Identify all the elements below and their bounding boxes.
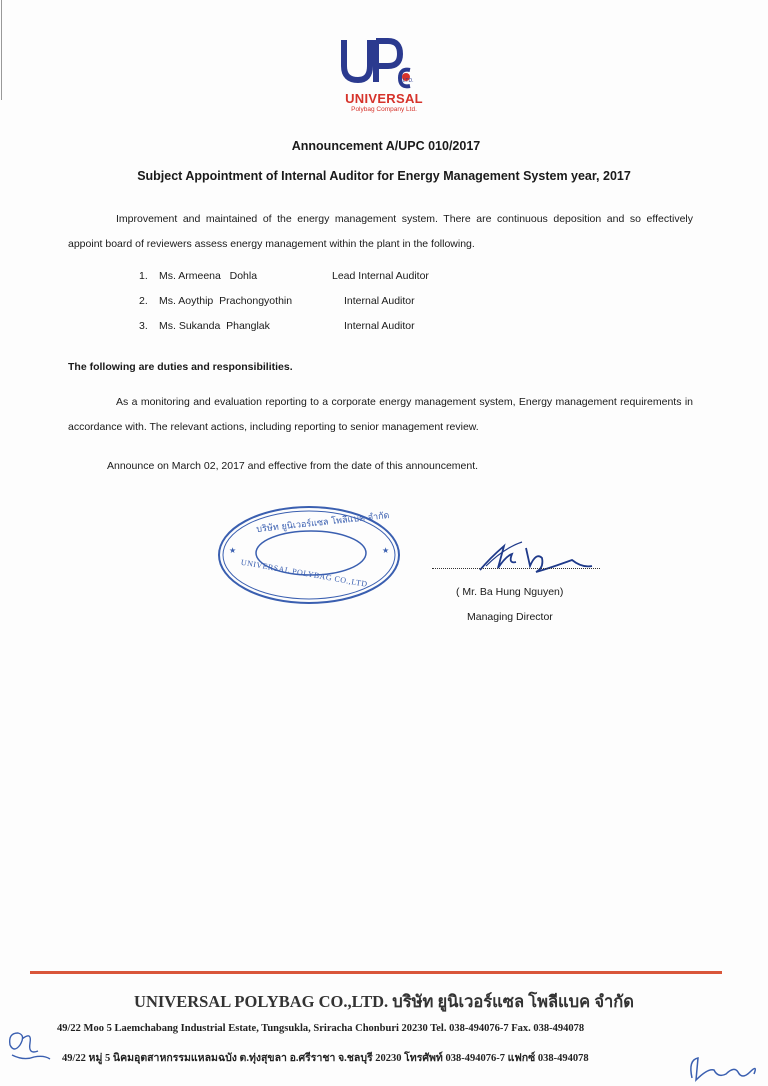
auditor-role: Internal Auditor xyxy=(344,295,415,307)
list-number: 1. xyxy=(139,270,148,282)
auditor-name: Ms. Aoythip Prachongyothin xyxy=(159,295,293,307)
logo-subtitle: Polybag Company Ltd. xyxy=(351,106,417,113)
footer-company-name: UNIVERSAL POLYBAG CO.,LTD. บริษัท ยูนิเวอร์แซล โพลีแบค จำกัด xyxy=(134,992,634,1011)
list-number: 3. xyxy=(139,320,148,332)
footer-address-thai: 49/22 หมู่ 5 นิคมอุตสาหกรรมแหลมฉบัง ต.ทุ่งสุขลา อ.ศรีราชา จ.ชลบุรี 20230 โทรศัพท์ 038-494076-7 แฟกซ์ 038-494078 xyxy=(62,1053,589,1064)
company-stamp xyxy=(216,503,402,607)
announcement-number: Announcement A/UPC 010/2017 xyxy=(291,139,481,153)
footer-address-english: 49/22 Moo 5 Laemchabang Industrial Estate, Tungsukla, Sriracha Chonburi 20230 Tel. 038-494076-7 Fax. 038-494078 xyxy=(57,1023,585,1034)
intro-paragraph: Improvement and maintained of the energy management system. There are continuous deposition and so effectively appoint board of reviewers assess energy management within the plant in the following. xyxy=(68,213,693,250)
logo-brand: UNIVERSAL xyxy=(345,91,423,106)
stamp-english-text: UNIVERSAL POLYBAG CO.,LTD. xyxy=(240,557,371,590)
svg-text:★: ★ xyxy=(382,546,390,555)
subject-line: Subject Appointment of Internal Auditor for Energy Management System year, 2017 xyxy=(137,169,631,183)
logo-ltd: LTD. xyxy=(403,78,414,84)
list-number: 2. xyxy=(139,295,148,307)
auditor-role: Internal Auditor xyxy=(344,320,415,332)
handwritten-initials-icon xyxy=(678,1050,762,1086)
scan-edge xyxy=(1,0,2,100)
signer-name: ( Mr. Ba Hung Nguyen) xyxy=(456,586,564,598)
footer-divider xyxy=(30,971,722,974)
svg-text:★: ★ xyxy=(229,546,237,555)
upc-logo-icon xyxy=(338,36,430,96)
signature-icon xyxy=(432,538,602,578)
company-logo xyxy=(338,36,430,116)
stamp-thai-text: บริษัท ยูนิเวอร์แซล โพลีแบค จำกัด xyxy=(255,511,390,535)
duties-heading: The following are duties and responsibilities. xyxy=(68,361,293,373)
handwritten-initials-icon xyxy=(4,1025,60,1065)
auditor-name: Ms. Sukanda Phanglak xyxy=(159,320,270,332)
duties-paragraph: As a monitoring and evaluation reporting to a corporate energy management system, Energy management requirements in accordance with. The relevant actions, including reporting to senior management review. xyxy=(68,396,693,433)
signature-line xyxy=(432,568,600,569)
auditor-role: Lead Internal Auditor xyxy=(332,270,429,282)
announce-date: Announce on March 02, 2017 and effective from the date of this announcement. xyxy=(107,460,479,472)
auditor-name: Ms. Armeena Dohla xyxy=(159,270,258,282)
signer-title: Managing Director xyxy=(467,611,553,623)
